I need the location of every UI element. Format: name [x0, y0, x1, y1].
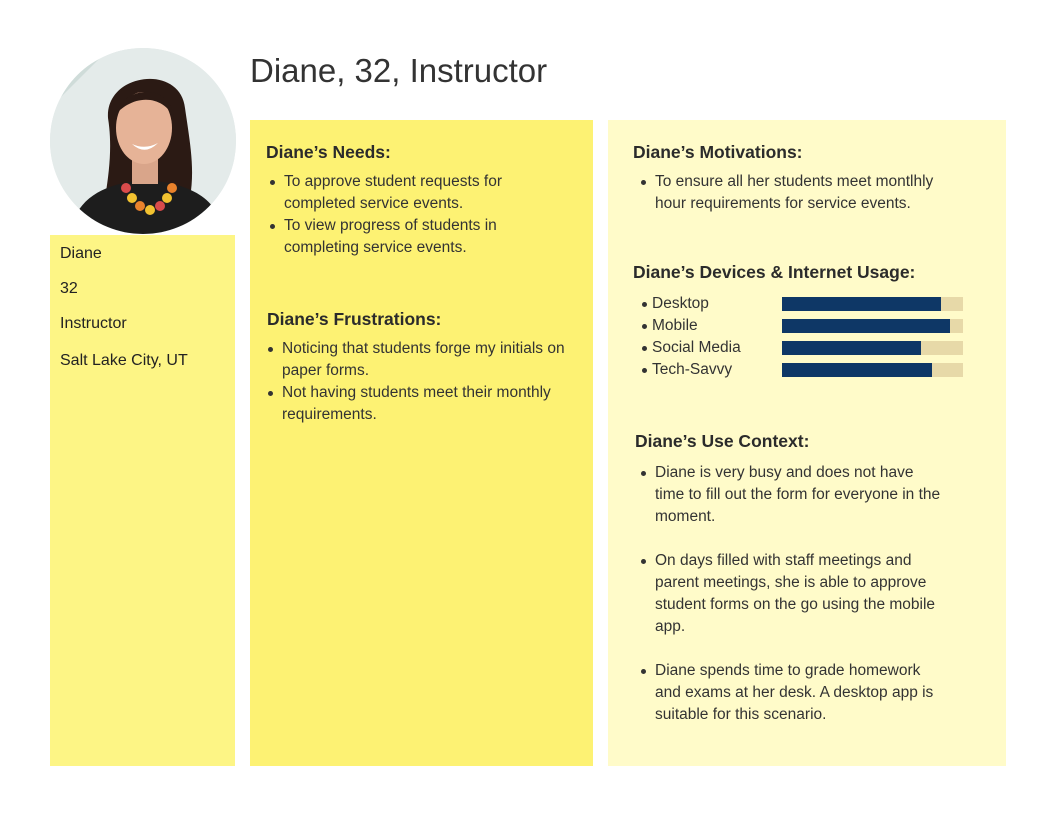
motivations-item: To ensure all her students meet montlhly hour requirements for service events.	[637, 171, 947, 215]
needs-item: To view progress of students in completing service events.	[266, 215, 556, 259]
device-row-desktop	[640, 293, 980, 315]
persona-title: Diane, 32, Instructor	[250, 52, 548, 89]
usage-bar-track	[782, 297, 963, 311]
use-context-item: Diane is very busy and does not have time to fill out the form for everyone in the moment.	[637, 462, 947, 528]
use-context-heading: Diane’s Use Context:	[635, 431, 810, 451]
motivations-heading: Diane’s Motivations:	[633, 142, 803, 162]
usage-bar-track	[782, 363, 963, 377]
device-row-social-media	[640, 337, 980, 359]
needs-list	[266, 171, 556, 259]
persona-location: Salt Lake City, UT	[60, 352, 188, 369]
use-context-list	[637, 462, 947, 726]
frustrations-item: Not having students meet their monthly requirements.	[264, 382, 569, 426]
motivations-list	[637, 171, 947, 215]
needs-item: To approve student requests for completed service events.	[266, 171, 556, 215]
devices-heading: Diane’s Devices & Internet Usage:	[633, 262, 916, 282]
frustrations-list	[264, 338, 569, 426]
persona-name: Diane	[60, 245, 102, 262]
frustrations-heading: Diane’s Frustrations:	[267, 309, 442, 329]
usage-bar-track	[782, 319, 963, 333]
persona-role: Instructor	[60, 315, 127, 332]
device-label: Mobile	[640, 315, 698, 337]
usage-bar-fill	[782, 363, 932, 377]
frustrations-item: Noticing that students forge my initials on paper forms.	[264, 338, 569, 382]
device-label: Social Media	[640, 337, 741, 359]
motivations-context-panel	[608, 120, 1006, 766]
use-context-item: Diane spends time to grade homework and exams at her desk. A desktop app is suitable for this scenario.	[637, 660, 947, 726]
usage-bar-fill	[782, 297, 941, 311]
devices-usage-list	[640, 293, 980, 383]
usage-bar-fill	[782, 319, 950, 333]
needs-heading: Diane’s Needs:	[266, 142, 391, 162]
device-row-mobile	[640, 315, 980, 337]
usage-bar-fill	[782, 341, 921, 355]
device-label: Desktop	[640, 293, 709, 315]
persona-photo	[50, 48, 236, 234]
needs-frustrations-panel	[250, 120, 593, 766]
persona-info-panel	[50, 235, 235, 766]
use-context-item: On days filled with staff meetings and parent meetings, she is able to approve student forms on the go using the mobile app.	[637, 550, 947, 638]
device-label: Tech-Savvy	[640, 359, 732, 381]
device-row-tech-savvy	[640, 359, 980, 381]
usage-bar-track	[782, 341, 963, 355]
persona-age: 32	[60, 280, 78, 297]
portrait-illustration	[50, 48, 236, 234]
